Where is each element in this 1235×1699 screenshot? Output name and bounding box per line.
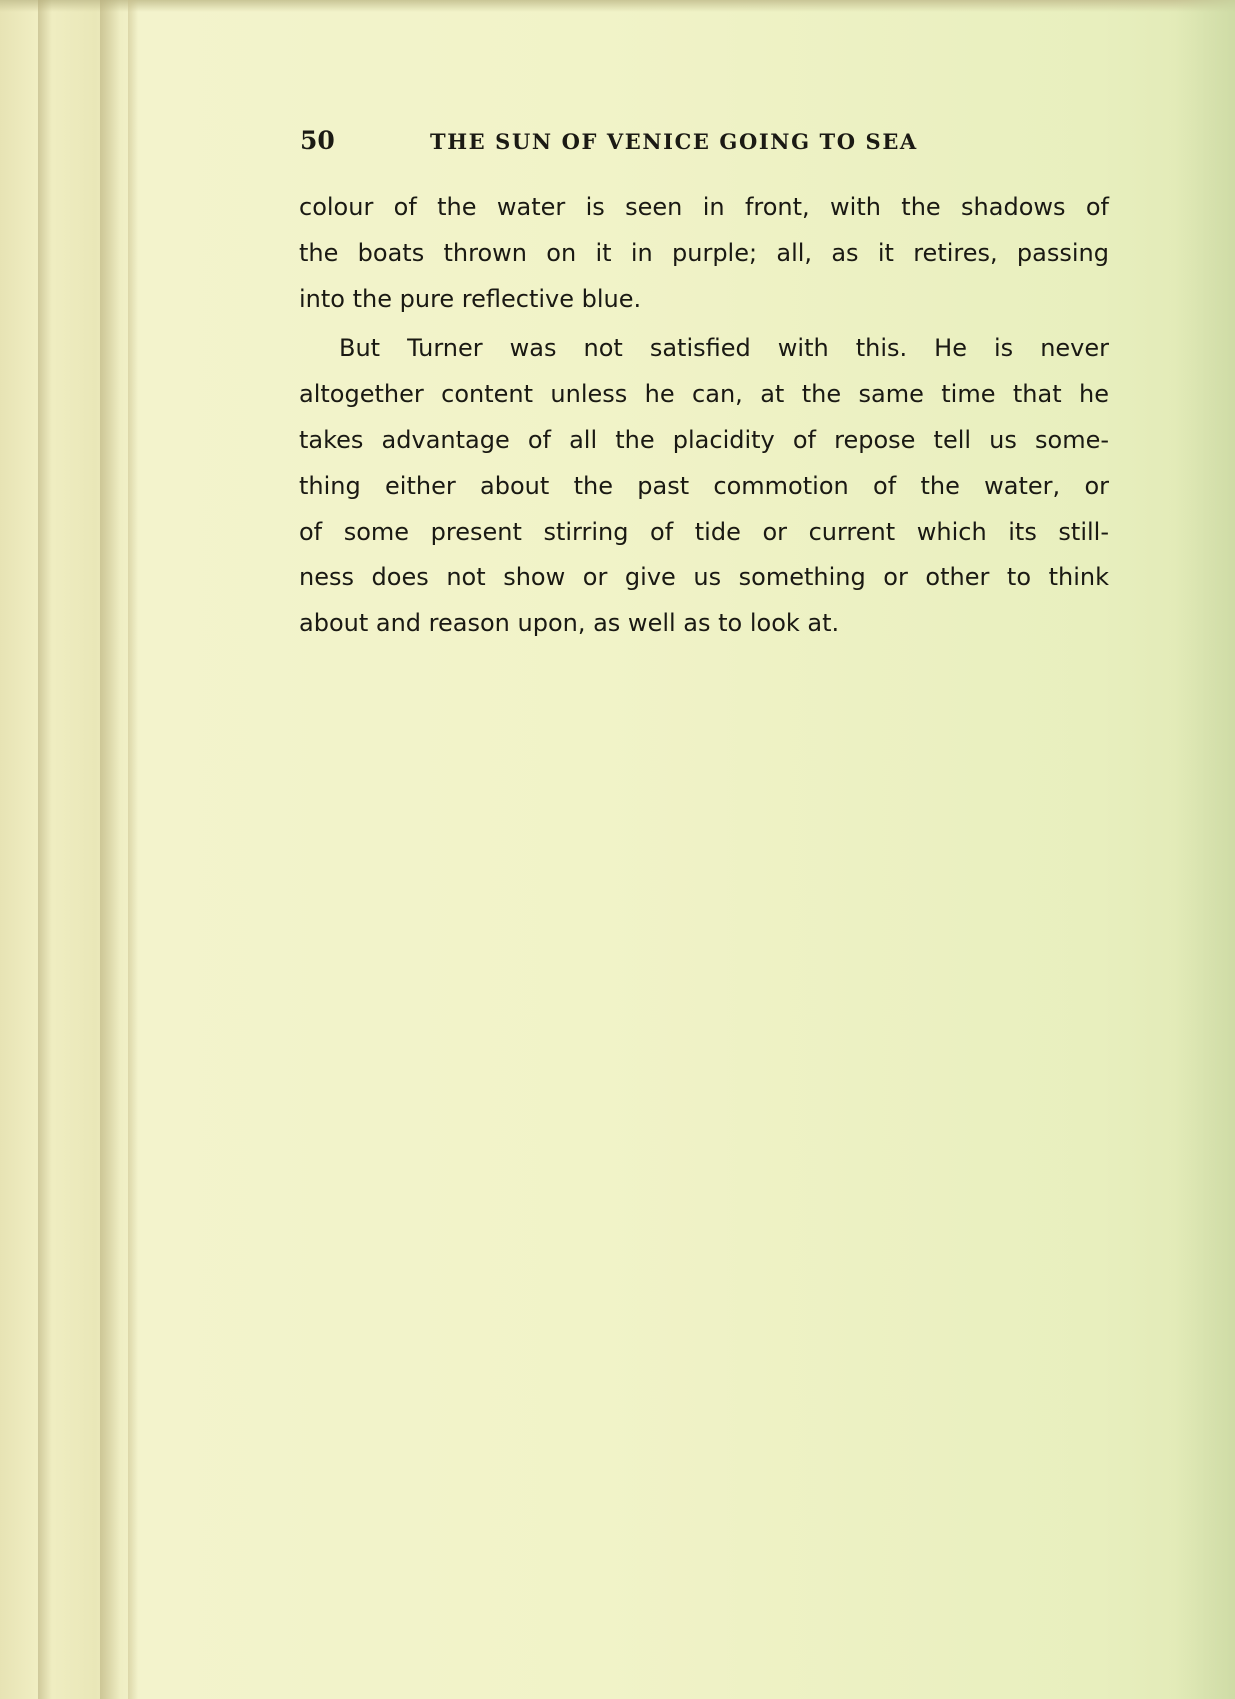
page-shadow (1175, 0, 1235, 1699)
paragraph (299, 326, 1109, 647)
text-line: ness does not show or give us something or other to think (299, 563, 1109, 592)
page-edge (128, 0, 138, 1699)
text-line: But Turner was not satisfied with this. He is never (339, 334, 1109, 363)
page-edge (38, 0, 52, 1699)
text-line: the boats thrown on it in purple; all, as it retires, passing (299, 238, 1109, 267)
text-line: altogether content unless he can, at the same time that he (299, 380, 1109, 409)
paragraph (299, 185, 1109, 322)
page-edge (100, 0, 120, 1699)
running-title: THE SUN OF VENICE GOING TO SEA (430, 129, 918, 154)
text-line: takes advantage of all the placidity of repose tell us some- (299, 425, 1109, 454)
page-top-edge (0, 0, 1235, 12)
running-head (300, 126, 980, 156)
text-line: colour of the water is seen in front, with the shadows of (299, 193, 1109, 221)
text-line: about and reason upon, as well as to look at. (299, 609, 840, 638)
text-line: into the pure reflective blue. (299, 284, 642, 313)
text-line: thing either about the past commotion of the water, or (299, 471, 1109, 500)
body-text (299, 185, 1109, 647)
text-line: of some present stirring of tide or current which its still- (299, 517, 1109, 546)
page-number: 50 (300, 126, 335, 155)
